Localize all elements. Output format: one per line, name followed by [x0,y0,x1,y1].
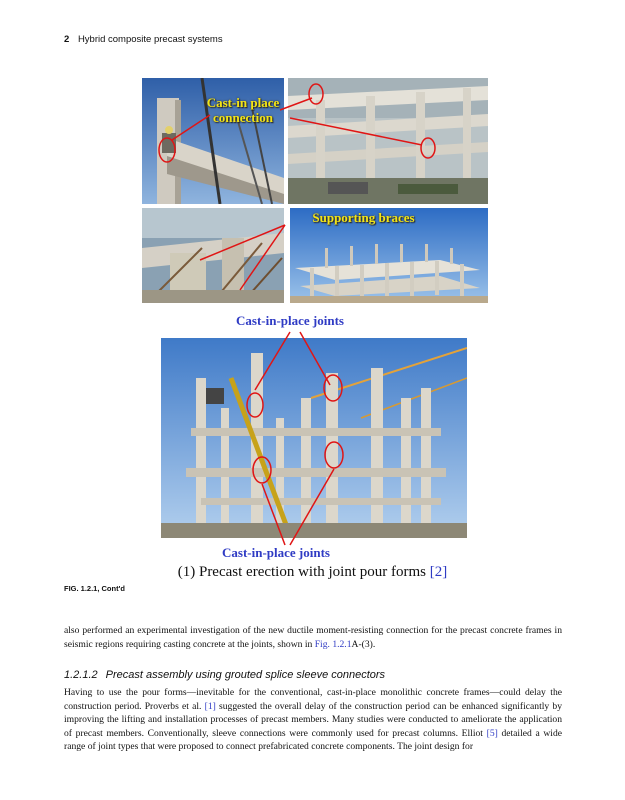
annotation-supporting-braces: Supporting braces [312,210,415,225]
photo-braces-closeup [142,208,284,303]
photo-precast-erection [161,338,467,538]
section-heading [64,669,385,681]
figure-subcaption: (1) Precast erection with joint pour forms [2] [177,564,448,580]
annotation-cast-in-place-connection: Cast-in place connection [206,95,280,125]
citation-link-5[interactable]: [5] [486,727,498,739]
citation-link[interactable]: [2] [429,564,448,580]
annotation-cast-in-place-joints-bottom: Cast-in-place joints [222,545,330,560]
running-header [64,34,223,45]
paragraph-2: Having to use the pour forms—inevitable for the conventional, cast-in-place monolithic concrete frames—could delay the construction period. Proverbs et al. [1] suggested the overall delay of the construction period can be enhanced significantly by improving the lifting and installation processes of precast members. Many studies were conducted to ameliorate the application of precast members. Conventionally, sleeve connections were commonly used for precast columns. Elliot [5] detailed a wide range of joint types that were proposed to connect prefabricated concrete components. The joint design for [64,687,563,752]
section-title: Precast assembly using grouted splice sleeve connectors [105,669,386,681]
section-number: 1.2.1.2 [64,669,98,681]
annotation-cast-in-place-joints-top: Cast-in-place joints [236,313,344,328]
citation-link-1[interactable]: [1] [204,700,216,712]
figure-link[interactable]: Fig. 1.2.1 [314,638,352,650]
running-title: Hybrid composite precast systems [77,34,223,45]
figure-label: FIG. 1.2.1, Cont'd [64,584,125,593]
page-number: 2 [64,34,70,45]
photo-beam-grid [288,78,488,204]
paragraph-1: also performed an experimental investigation of the new ductile moment-resisting connection for the precast concrete frames in seismic regions requiring casting concrete at the joints, shown in Fig. 1.2.1A-(3). [64,625,562,650]
